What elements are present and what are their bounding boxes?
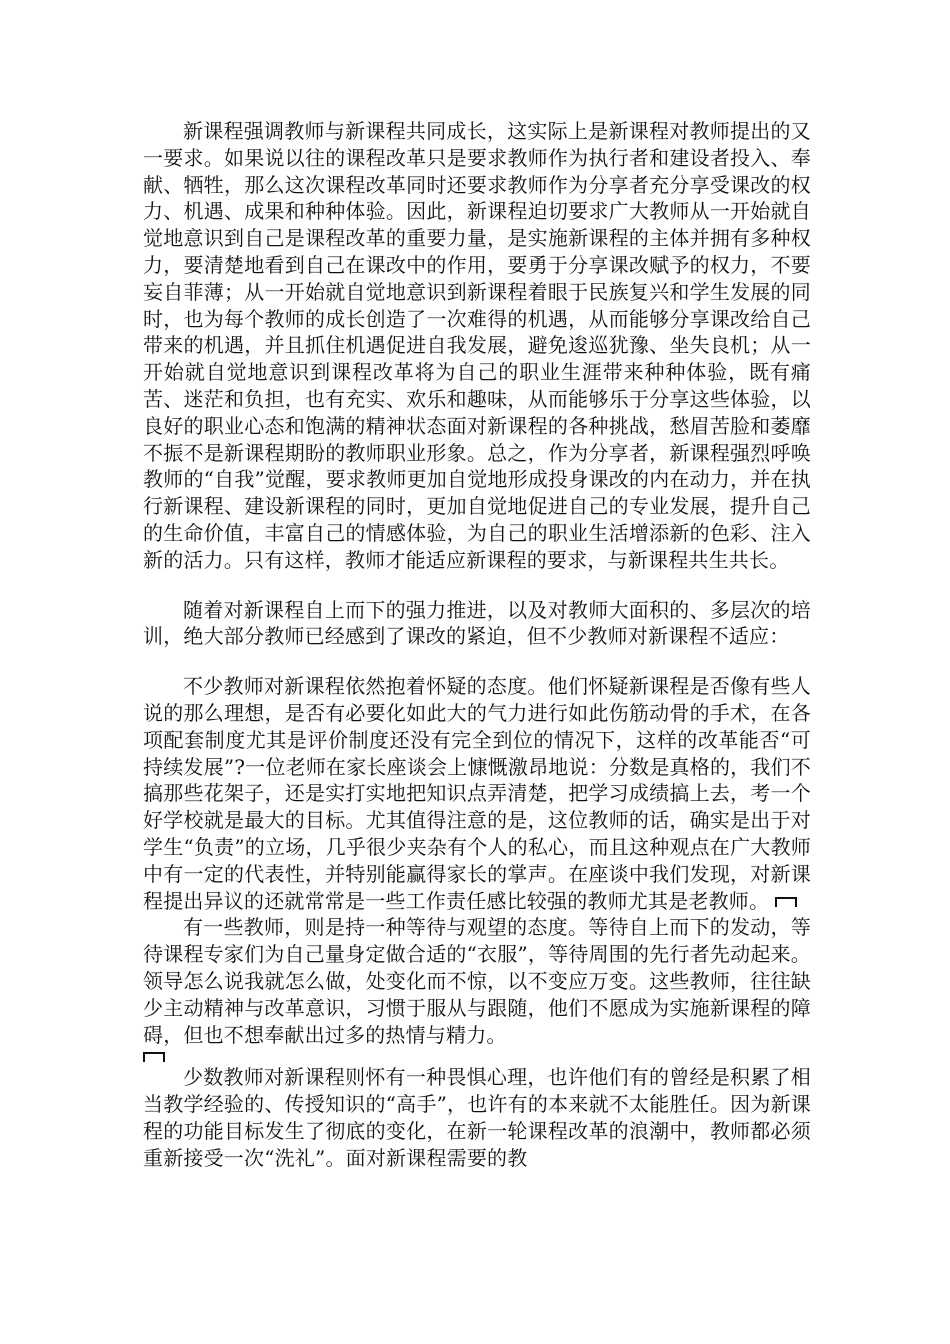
bracket-mark-row <box>143 1050 811 1064</box>
paragraph-doubt-attitude <box>143 673 811 914</box>
paragraph-wait-attitude <box>143 914 811 1048</box>
paragraph-fear-attitude: 少数教师对新课程则怀有一种畏惧心理，也许他们有的曾经是积累了相当教学经验的、传授知识的“高手”，也许有的本来就不太能胜任。因为新课程的功能目标发生了彻底的变化，在新一轮课程改革的浪潮中，教师都必须重新接受一次“洗礼”。面对新课程需要的教 <box>143 1065 811 1170</box>
bracket-mark-icon <box>775 897 797 907</box>
bracket-mark-icon <box>143 1052 165 1062</box>
paragraph-training-intro: 随着对新课程自上而下的强力推进，以及对教师大面积的、多层次的培训，绝大部分教师已经感到了课改的紧迫，但不少教师对新课程不适应： <box>143 597 811 649</box>
paragraph-wait-text: 有一些教师，则是持一种等待与观望的态度。等待自上而下的发动，等待课程专家们为自己量身定做合适的“衣服”，等待周围的先行者先动起来。领导怎么说我就怎么做，处变化而不惊，以不变应万变。这些教师，往往缺少主动精神与改革意识，习惯于服从与跟随，他们不愿成为实施新课程的障碍，但也不想奉献出过多的热情与精力。 <box>143 915 811 1047</box>
paragraph-teacher-growth: 新课程强调教师与新课程共同成长，这实际上是新课程对教师提出的又一要求。如果说以往的课程改革只是要求教师作为执行者和建设者投入、奉献、牺牲，那么这次课程改革同时还要求教师作为分享者充分享受课改的权力、机遇、成果和种种体验。因此，新课程迫切要求广大教师从一开始就自觉地意识到自己是课程改革的重要力量，是实施新课程的主体并拥有多种权力，要清楚地看到自己在课改中的作用，要勇于分享课改赋予的权力，不要妄自菲薄；从一开始就自觉地意识到新课程着眼于民族复兴和学生发展的同时，也为每个教师的成长创造了一次难得的机遇，从而能够分享课改给自己带来的机遇，并且抓住机遇促进自我发展，避免逡巡犹豫、坐失良机；从一开始就自觉地意识到课程改革将为自己的职业生涯带来种种体验，既有痛苦、迷茫和负担，也有充实、欢乐和趣味，从而能够乐于分享这些体验，以良好的职业心态和饱满的精神状态面对新课程的各种挑战，愁眉苦脸和萎靡不振不是新课程期盼的教师职业形象。总之，作为分享者，新课程强烈呼唤教师的“自我”觉醒，要求教师更加自觉地形成投身课改的内在动力，并在执行新课程、建设新课程的同时，更加自觉地促进自己的专业发展，提升自己的生命价值，丰富自己的情感体验，为自己的职业生活增添新的色彩、注入新的活力。只有这样，教师才能适应新课程的要求，与新课程共生共长。 <box>143 119 811 572</box>
document-page <box>143 118 811 1171</box>
paragraph-doubt-text: 不少教师对新课程依然抱着怀疑的态度。他们怀疑新课程是否像有些人说的那么理想，是否有必要化如此大的气力进行如此伤筋动骨的手术，在各项配套制度尤其是评价制度还没有完全到位的情况下，这样的改革能否“可持续发展”?一位老师在家长座谈会上慷慨激昂地说：分数是真格的，我们不搞那些花架子，还是实打实地把知识点弄清楚，把学习成绩搞上去，考一个好学校就是最大的目标。尤其值得注意的是，这位教师的话，确实是出于对学生“负责”的立场，几乎很少夹杂有个人的私心，而且这种观点在广大教师中有一定的代表性，并特别能赢得家长的掌声。在座谈中我们发现，对新课程提出异议的还就常常是一些工作责任感比较强的教师尤其是老教师。 <box>143 674 811 913</box>
